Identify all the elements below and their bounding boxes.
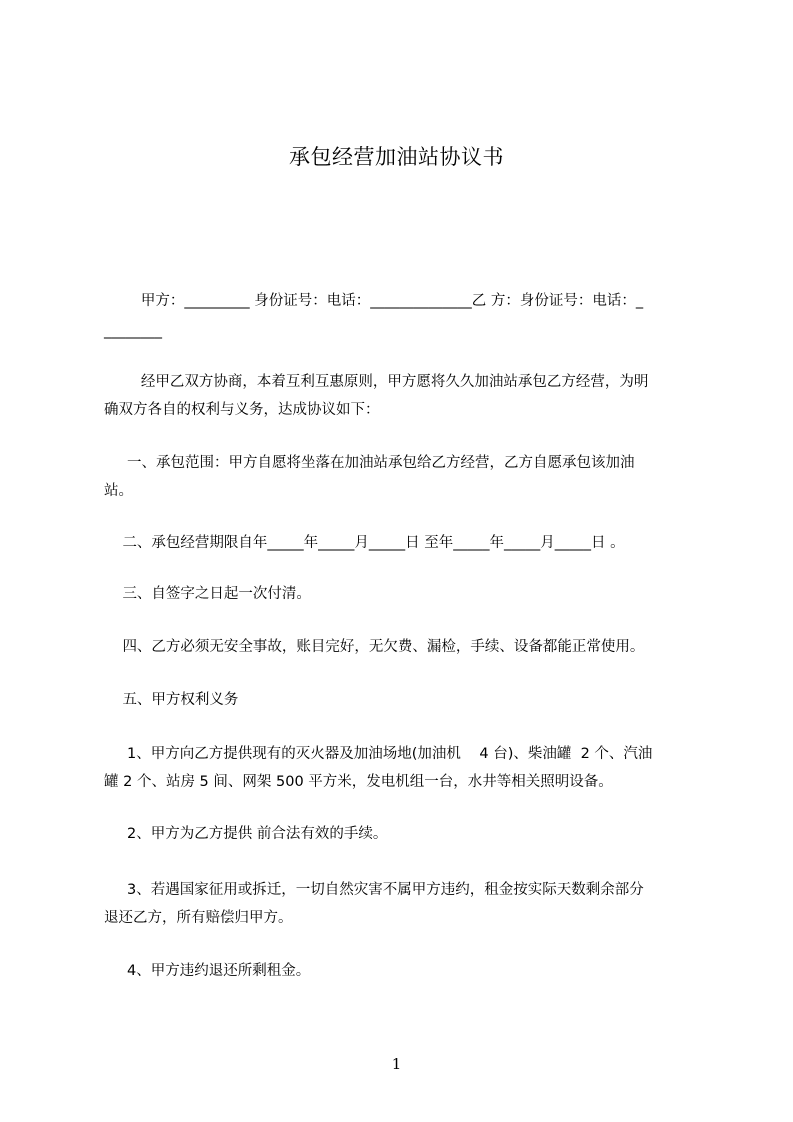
- clause-2: 二、承包经营期限自年_____年_____月_____日 至年_____年_____月_____日 。: [104, 535, 625, 551]
- item-4: 4、甲方违约退还所剩租金。: [104, 963, 311, 979]
- parties-line-1: 甲方：_________ 身份证号：电话：______________乙 方：身份证号：电话：_: [104, 293, 644, 309]
- item-2: 2、甲方为乙方提供 前合法有效的手续。: [104, 826, 388, 842]
- intro-line-1: 经甲乙双方协商，本着互利互惠原则，甲方愿将久久加油站承包乙方经营，为明: [104, 374, 649, 390]
- clause-1-line-1: 一、承包范围：甲方自愿将坐落在加油站承包给乙方经营，乙方自愿承包该加油: [104, 455, 635, 471]
- item-1-line-1: 1、甲方向乙方提供现有的灭火器及加油场地(加油机 4 台)、柴油罐 2 个、汽油: [104, 746, 653, 762]
- clause-5: 五、甲方权利义务: [104, 692, 239, 708]
- intro-line-2: 确双方各自的权利与义务，达成协议如下：: [104, 402, 380, 418]
- item-3-line-2: 退还乙方，所有赔偿归甲方。: [104, 910, 293, 926]
- parties-line-2: ________: [104, 323, 162, 339]
- clause-3: 三、自签字之日起一次付清。: [104, 586, 311, 602]
- document-title: 承包经营加油站协议书: [289, 145, 504, 169]
- clause-4: 四、乙方必须无安全事故，账目完好，无欠费、漏检，手续、设备都能正常使用。: [104, 639, 645, 655]
- item-1-line-2: 罐 2 个、站房 5 间、网架 500 平方米，发电机组一台，水井等相关照明设备。: [104, 774, 613, 790]
- page-number: 1: [391, 1055, 402, 1073]
- item-3-line-1: 3、若遇国家征用或拆迁，一切自然灾害不属甲方违约，租金按实际天数剩余部分: [104, 882, 644, 898]
- clause-1-line-2: 站。: [104, 483, 133, 499]
